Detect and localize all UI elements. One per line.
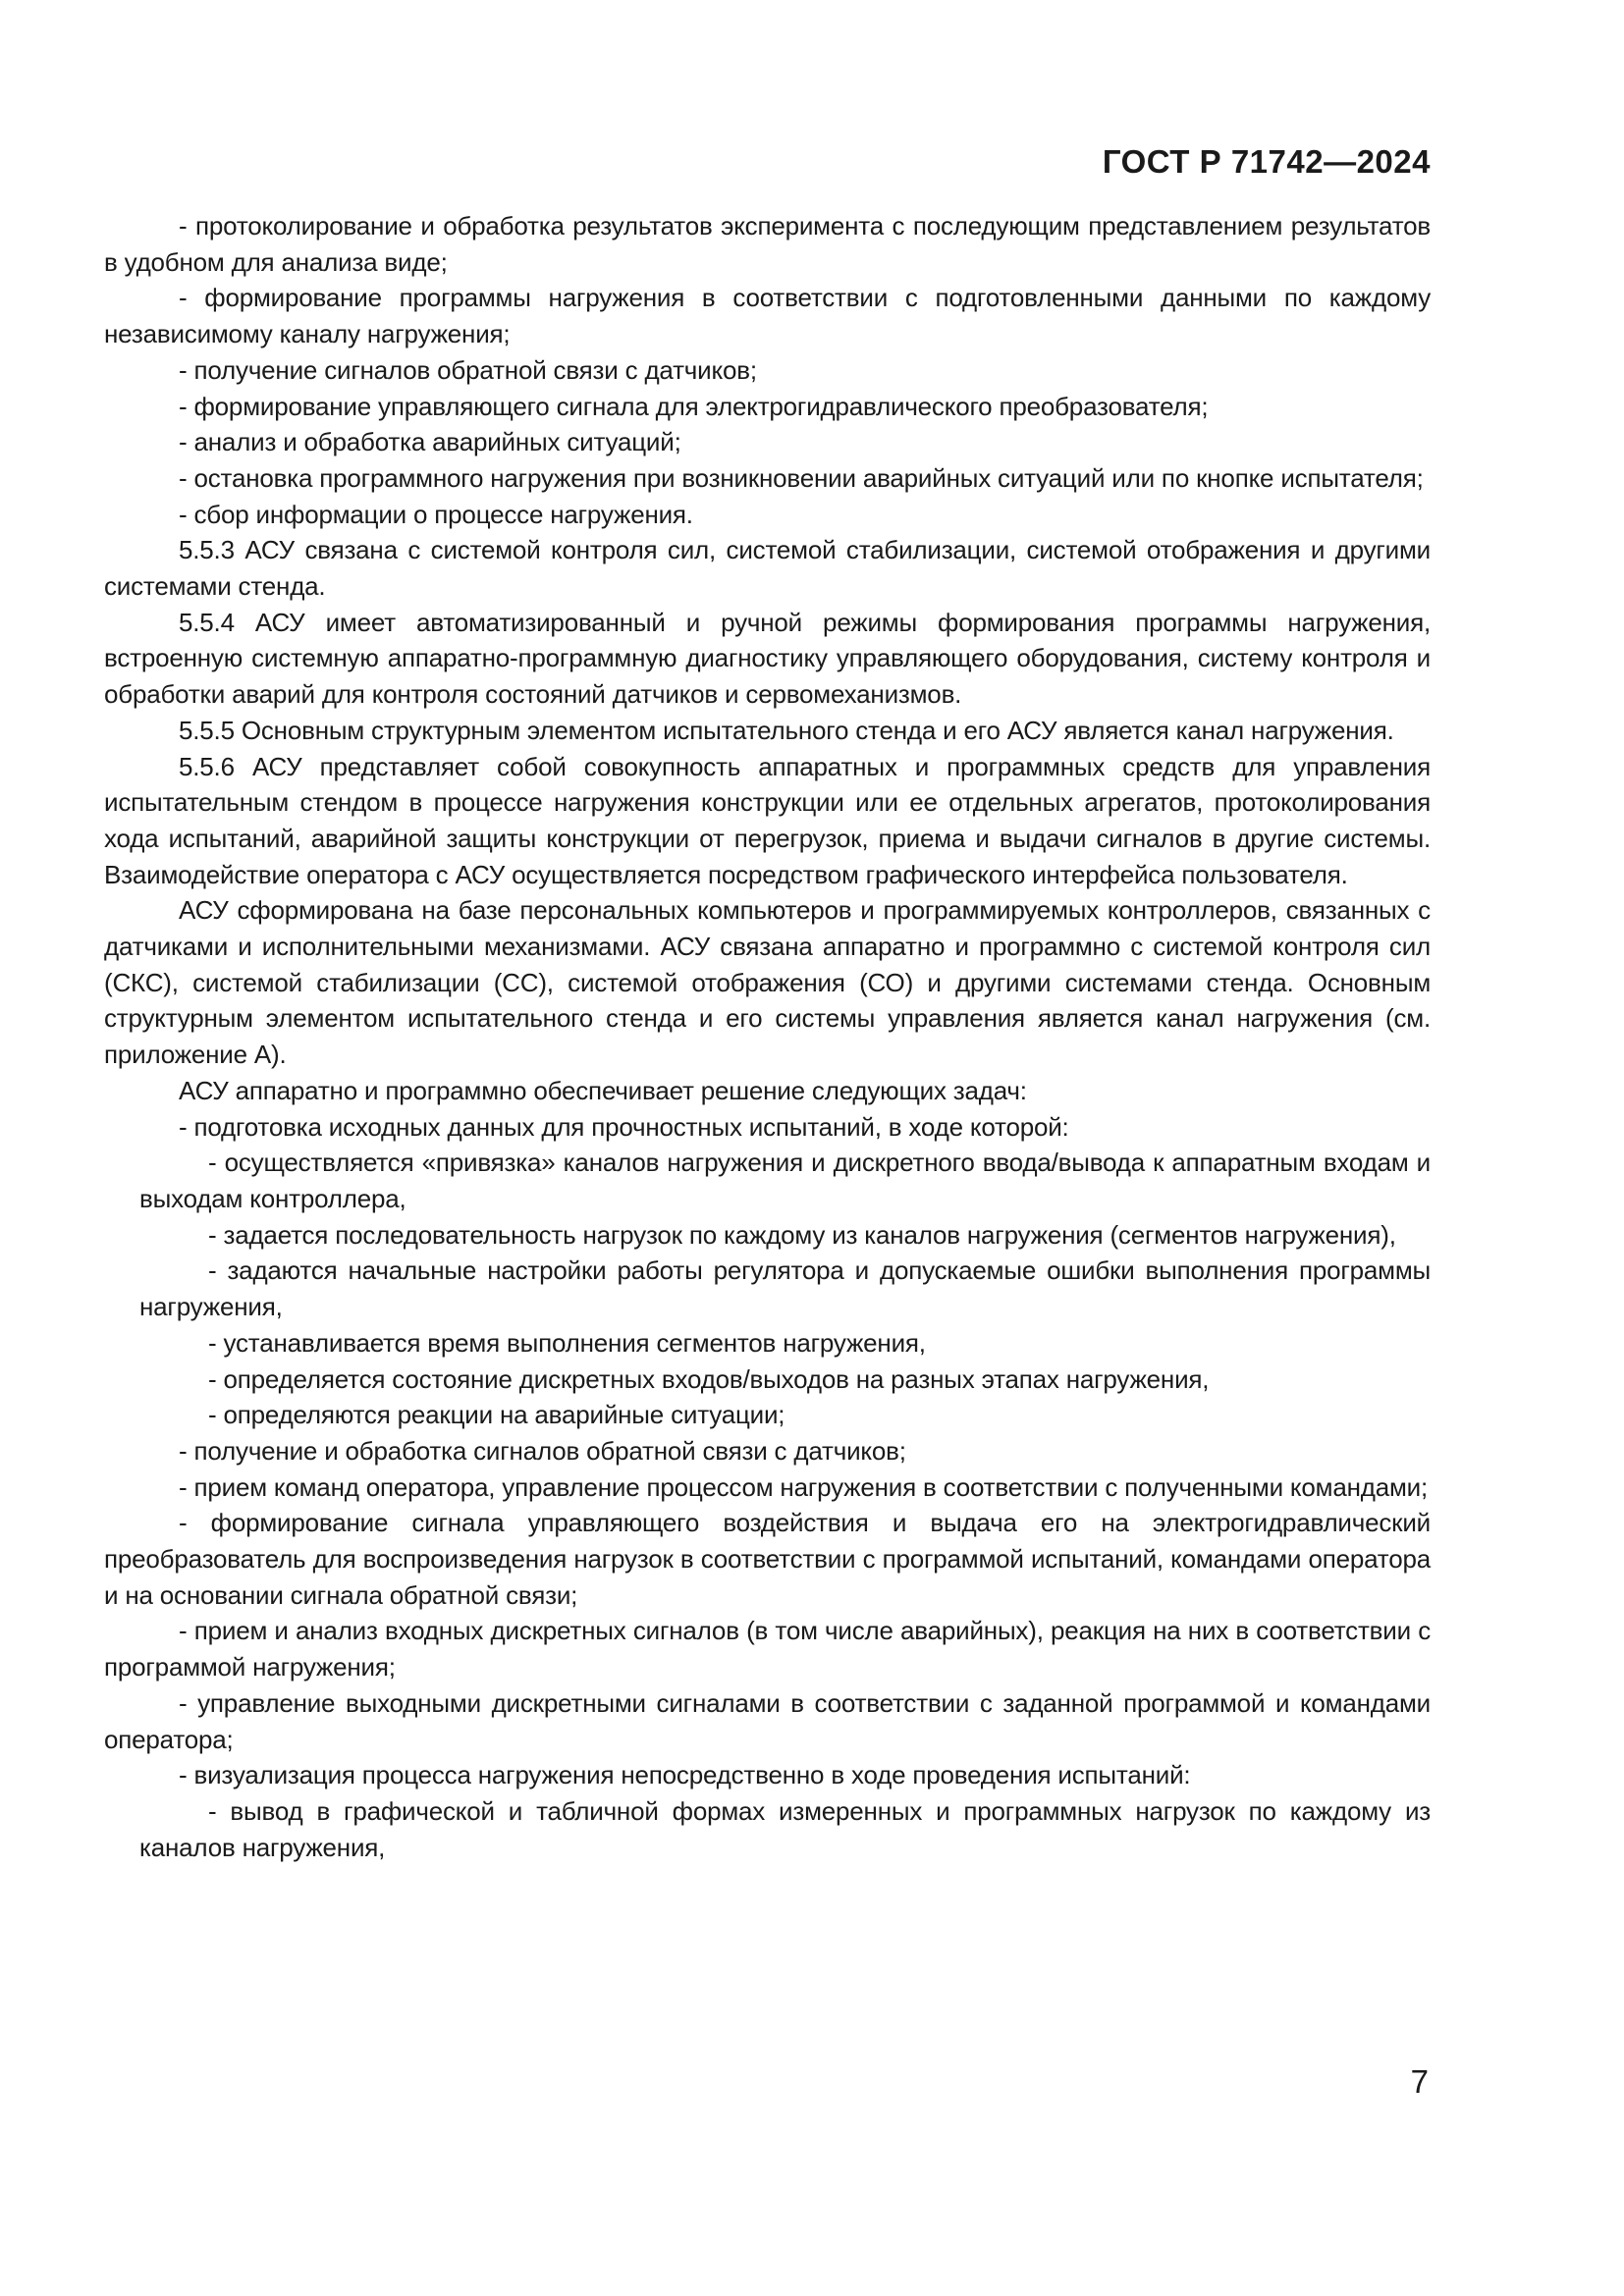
paragraph: - протоколирование и обработка результатов эксперимента с последующим представлением результатов в удобном для анализа виде; bbox=[104, 211, 1431, 277]
paragraph: - подготовка исходных данных для прочностных испытаний, в ходе которой: bbox=[179, 1111, 1069, 1142]
paragraph: - получение сигналов обратной связи с датчиков; bbox=[179, 354, 757, 385]
paragraph: - задаются начальные настройки работы регулятора и допускаемые ошибки выполнения программы нагружения, bbox=[139, 1255, 1431, 1322]
paragraph: - анализ и обработка аварийных ситуаций; bbox=[179, 427, 681, 457]
paragraph: - задается последовательность нагрузок по каждому из каналов нагружения (сегментов нагружения), bbox=[208, 1219, 1396, 1250]
document-body bbox=[104, 208, 1431, 1865]
paragraph: - осуществляется «привязка» каналов нагружения и дискретного ввода/вывода к аппаратным входам и выходам контроллера, bbox=[139, 1148, 1431, 1213]
paragraph: - получение и обработка сигналов обратной связи с датчиков; bbox=[179, 1435, 906, 1466]
paragraph: - формирование сигнала управляющего воздействия и выдача его на электрогидравлический преобразователь для воспроизведения нагрузок в соответствии с программой испытаний, командами оператора и на основании сигнала обратной связи; bbox=[104, 1508, 1431, 1610]
paragraph: АСУ сформирована на базе персональных компьютеров и программируемых контроллеров, связанных с датчиками и исполнительными механизмами. АСУ связана аппаратно и программно с системой контроля сил (СКС), системой стабилизации (СС), системой отображения (СО) и другими системами стенда. Основным структурным элементом испытательного стенда и его системы управления является канал нагружения (см. приложение А). bbox=[104, 895, 1431, 1070]
paragraph: - управление выходными дискретными сигналами в соответствии с заданной программой и командами оператора; bbox=[104, 1687, 1431, 1754]
paragraph: 5.5.6 АСУ представляет собой совокупность аппаратных и программных средств для управления испытательным стендом в процессе нагружения конструкции или ее отдельных агрегатов, протоколирования хода испытаний, аварийной защиты конструкции от перегрузок, приема и выдачи сигналов в другие системы. Взаимодействие оператора с АСУ осуществляется посредством графического интерфейса пользователя. bbox=[104, 751, 1431, 889]
paragraph: 5.5.5 Основным структурным элементом испытательного стенда и его АСУ является канал нагружения. bbox=[179, 715, 1394, 745]
paragraph: АСУ аппаратно и программно обеспечивает решение следующих задач: bbox=[179, 1075, 1027, 1105]
paragraph: - сбор информации о процессе нагружения. bbox=[179, 499, 693, 529]
paragraph: - остановка программного нагружения при возникновении аварийных ситуаций или по кнопке испытателя; bbox=[179, 462, 1424, 493]
page-number: 7 bbox=[1410, 2063, 1429, 2100]
paragraph: - визуализация процесса нагружения непосредственно в ходе проведения испытаний: bbox=[179, 1760, 1191, 1790]
paragraph: - устанавливается время выполнения сегментов нагружения, bbox=[208, 1327, 926, 1358]
paragraph: - вывод в графической и табличной формах измеренных и программных нагрузок по каждому из каналов нагружения, bbox=[139, 1795, 1431, 1862]
paragraph: - определяется состояние дискретных входов/выходов на разных этапах нагружения, bbox=[208, 1363, 1210, 1394]
paragraph: - формирование управляющего сигнала для электрогидравлического преобразователя; bbox=[179, 391, 1209, 421]
paragraph: 5.5.3 АСУ связана с системой контроля сил, системой стабилизации, системой отображения и другими системами стенда. bbox=[104, 535, 1431, 602]
paragraph: - формирование программы нагружения в соответствии с подготовленными данными по каждому независимому каналу нагружения; bbox=[104, 283, 1431, 349]
paragraph: 5.5.4 АСУ имеет автоматизированный и ручной режимы формирования программы нагружения, встроенную системную аппаратно-программную диагностику управляющего оборудования, систему контроля и обработки аварий для контроля состояний датчиков и сервомеханизмов. bbox=[104, 607, 1431, 710]
paragraph: - определяются реакции на аварийные ситуации; bbox=[208, 1400, 785, 1430]
document-header-title: ГОСТ Р 71742—2024 bbox=[1102, 143, 1431, 180]
paragraph: - прием и анализ входных дискретных сигналов (в том числе аварийных), реакция на них в соответствии с программой нагружения; bbox=[104, 1616, 1431, 1682]
paragraph: - прием команд оператора, управление процессом нагружения в соответствии с полученными командами; bbox=[179, 1471, 1429, 1502]
